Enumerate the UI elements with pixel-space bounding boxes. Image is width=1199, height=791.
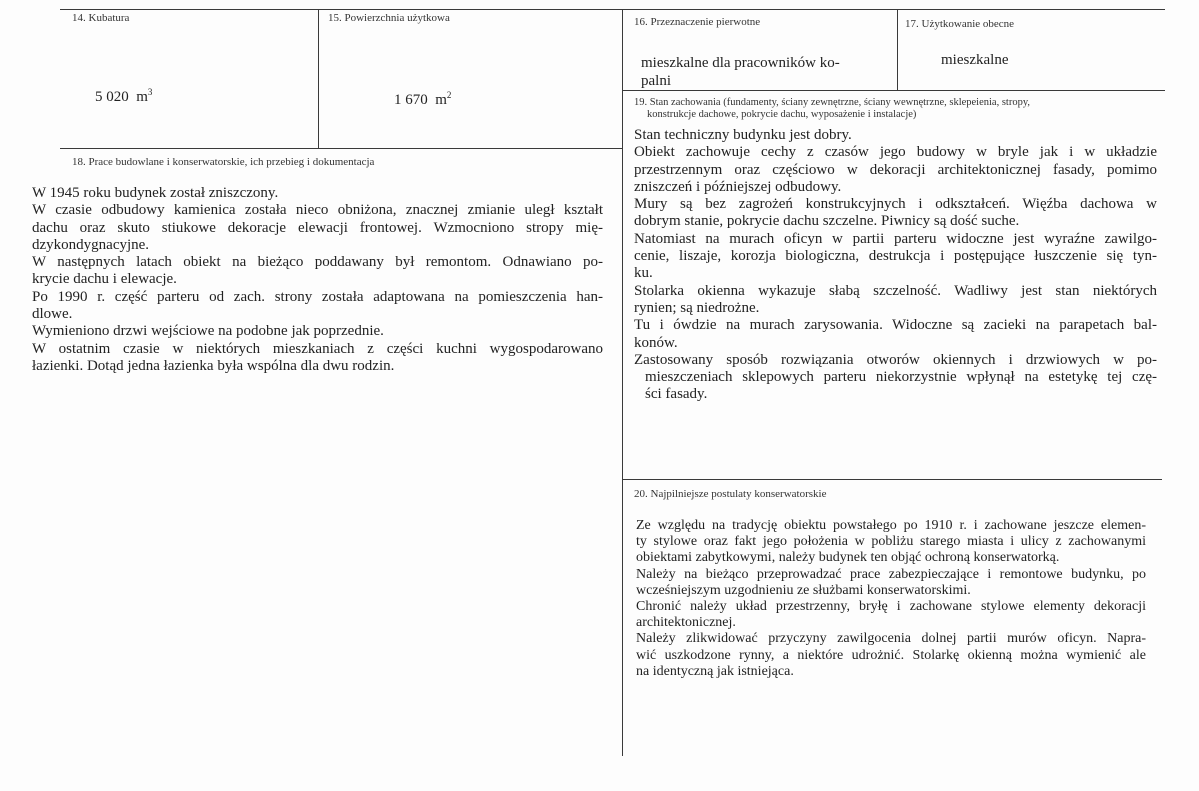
prace-budowlane-text: W 1945 roku budynek został zniszczony. W czasie odbudowy kamienica została nieco obniżona, znacznej zmianie uległ kształt dachu oraz skuto stiukowe dekoracje elewacji frontowej. Wzmocniono stropy mię- dzykondygnacyjne. W następnych latach obiekt na bieżąco poddawany był remontom. Odnawiano po- krycie dachu i elewacje. Po 1990 r. część parteru od zach. strony została adaptowana na pomieszczenia han- dlowe. Wymieniono drzwi wejściowe na podobne jak poprzednie. W ostatnim czasie w niektórych mieszkaniach z części kuchni wygospodarowano łazienki. Dotąd jedna łazienka była wspólna dla dwu rodzin. [32, 185, 603, 374]
stan-zachowania-text: Stan techniczny budynku jest dobry. Obiekt zachowuje cechy z czasów jego budowy w bryle jak i w układzie przestrzennym oraz częściowo w dekoracji architektonicznej fasady, pomimo zniszczeń i późniejszej odbudowy. Mury są bez zagrożeń konstrukcyjnych i odkształceń. Więźba dachowa w dobrym stanie, pokrycie dachu szczelne. Piwnicy są dość suche. Natomiast na murach oficyn w partii parteru widoczne jest wyraźne zawilgo- cenie, liszaje, korozja biologiczna, destrukcja i postępujące łuszczenie się tyn- ku. Stolarka okienna wykazuje słabą szczelność. Wadliwy jest stan niektórych rynien; są niedrożne. Tu i ówdzie na murach zarysowania. Widoczne są zacieki na parapetach bal- konów. Zastosowany sposób rozwiązania otworów okiennych i drzwiowych w po- mieszczeniach sklepowych parteru niekorzystnie wpłynął na estetykę tej czę- ści fasady. [634, 127, 1157, 403]
uzytkowanie-label: 17. Użytkowanie obecne [905, 18, 1015, 30]
divider-left-right [622, 9, 623, 756]
divider-19-20 [622, 479, 1162, 480]
divider-row1-right [622, 90, 1165, 91]
postulaty-label: 20. Najpilniejsze postulaty konserwatorskie [634, 488, 827, 500]
top-border [60, 9, 1165, 10]
divider-16-17 [897, 9, 898, 91]
postulaty-text: Ze względu na tradycję obiektu powstałego po 1910 r. i zachowane jeszcze elemen- ty stylowe oraz fakt jego położenia w pobliżu starego miasta i ulicy z zachowanymi obiektami zabytkowymi, należy budynek ten objąć ochroną konserwatorką. Należy na bieżąco przeprowadzać prace zabezpieczające i remontowe budynku, po wcześniejszym uzgodnieniu ze służbami konserwatorskimi. Chronić należy układ przestrzenny, bryłę i zachowane stylowe elementy dekoracji architektonicznej. Należy zlikwidować przyczyny zawilgocenia dolnej partii murów oficyn. Napra- wić uszkodzone rynny, a niektóre udrożnić. Stolarkę okienną można wymienić ale na identyczną jak istniejąca. [636, 518, 1146, 679]
prace-budowlane-label: 18. Prace budowlane i konserwatorskie, ich przebieg i dokumentacja [72, 156, 375, 168]
kubatura-label: 14. Kubatura [72, 12, 130, 24]
powierzchnia-label: 15. Powierzchnia użytkowa [328, 12, 450, 24]
przeznaczenie-label: 16. Przeznaczenie pierwotne [634, 16, 761, 28]
kubatura-value: 5 020 $m^3$ [95, 87, 153, 105]
divider-row1-left [60, 148, 622, 149]
divider-14-15 [318, 9, 319, 149]
stan-zachowania-label: 19. Stan zachowania (fundamenty, ściany zewnętrzne, ściany wewnętrzne, sklepeienia, stropy, konstrukcje dachowe, pokrycie dachu, wyposażenie i instalacje) [634, 97, 1031, 120]
uzytkowanie-value: mieszkalne [941, 52, 1009, 68]
powierzchnia-value: 1 670 $m^2$ [394, 90, 452, 108]
przeznaczenie-value: mieszkalne dla pracowników ko- palni [641, 55, 840, 89]
